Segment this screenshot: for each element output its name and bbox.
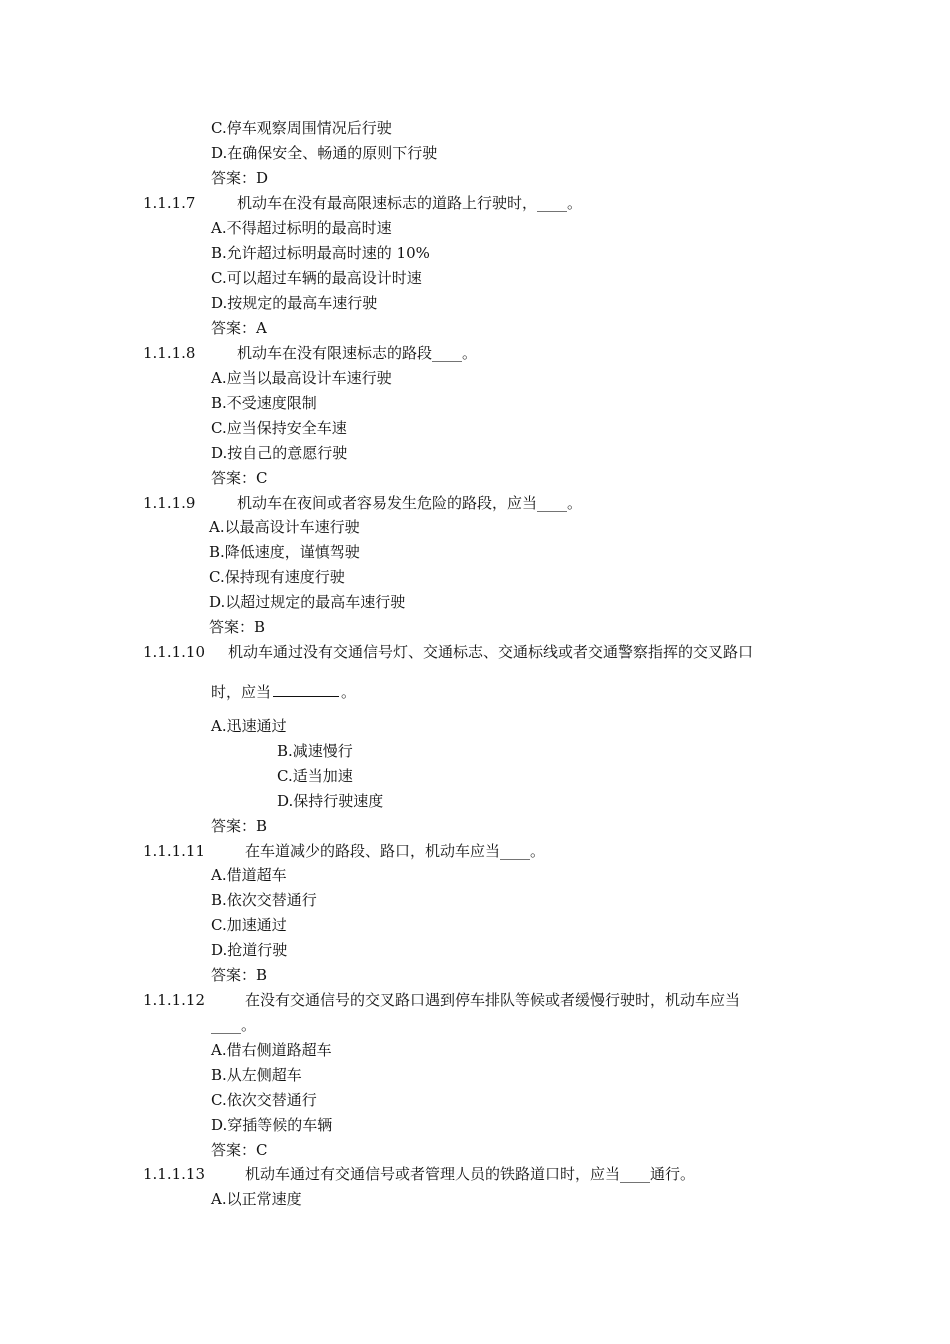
option-b: B.减速慢行 [277,742,353,760]
option-a: A.以正常速度 [211,1190,302,1208]
option-d: D.以超过规定的最高车速行驶 [209,593,406,611]
option-d: D.按自己的意愿行驶 [211,444,348,462]
question-number: 1.1.1.8 [143,344,196,362]
answer-blank [273,680,339,697]
option-c: C.加速通过 [211,916,287,934]
question-text: 机动车在没有限速标志的路段____。 [237,344,478,362]
option-a: A.以最高设计车速行驶 [209,518,360,536]
option-c: C.停车观察周围情况后行驶 [211,119,392,137]
option-b: B.允许超过标明最高时速的 10% [211,244,430,262]
option-b: B.从左侧超车 [211,1066,302,1084]
question-number: 1.1.1.7 [143,194,196,212]
question-text-continued [211,680,356,702]
option-a: A.迅速通过 [211,717,287,735]
answer: 答案：B [211,817,268,835]
option-a: A.借右侧道路超车 [211,1041,332,1059]
option-a: A.借道超车 [211,866,287,884]
question-number: 1.1.1.13 [143,1165,206,1183]
question-number: 1.1.1.10 [143,643,206,661]
option-b: B.依次交替通行 [211,891,317,909]
option-c: C.保持现有速度行驶 [209,568,345,586]
question-text: 在没有交通信号的交叉路口遇到停车排队等候或者缓慢行驶时，机动车应当 [245,991,741,1009]
option-b: B.降低速度，谨慎驾驶 [209,543,360,561]
question-number: 1.1.1.12 [143,991,206,1009]
option-d: D.按规定的最高车速行驶 [211,294,378,312]
answer: 答案：B [209,618,266,636]
question-text-after-blank: 。 [341,683,357,701]
option-c: C.依次交替通行 [211,1091,317,1109]
option-a: A.应当以最高设计车速行驶 [211,369,392,387]
answer: 答案：D [211,169,269,187]
question-text: 机动车在夜间或者容易发生危险的路段，应当____。 [237,494,583,512]
question-text: 机动车在没有最高限速标志的道路上行驶时，____。 [237,194,583,212]
answer: 答案：C [211,469,268,487]
option-a: A.不得超过标明的最高时速 [211,219,392,237]
question-number: 1.1.1.11 [143,842,206,860]
question-text-before-blank: 时，应当 [211,683,272,701]
option-d: D.穿插等候的车辆 [211,1116,333,1134]
option-c: C.可以超过车辆的最高设计时速 [211,269,422,287]
option-b: B.不受速度限制 [211,394,317,412]
question-text-continued: ____。 [211,1016,257,1034]
option-c: C.应当保持安全车速 [211,419,347,437]
question-number: 1.1.1.9 [143,494,196,512]
question-text: 机动车通过没有交通信号灯、交通标志、交通标线或者交通警察指挥的交叉路口 [228,643,754,661]
answer: 答案：B [211,966,268,984]
option-c: C.适当加速 [277,767,353,785]
option-d: D.保持行驶速度 [277,792,384,810]
answer: 答案：C [211,1141,268,1159]
question-text: 在车道减少的路段、路口，机动车应当____。 [245,842,546,860]
option-d: D.抢道行驶 [211,941,288,959]
answer: 答案：A [211,319,267,337]
question-text: 机动车通过有交通信号或者管理人员的铁路道口时，应当____通行。 [245,1165,696,1183]
option-d: D.在确保安全、畅通的原则下行驶 [211,144,438,162]
